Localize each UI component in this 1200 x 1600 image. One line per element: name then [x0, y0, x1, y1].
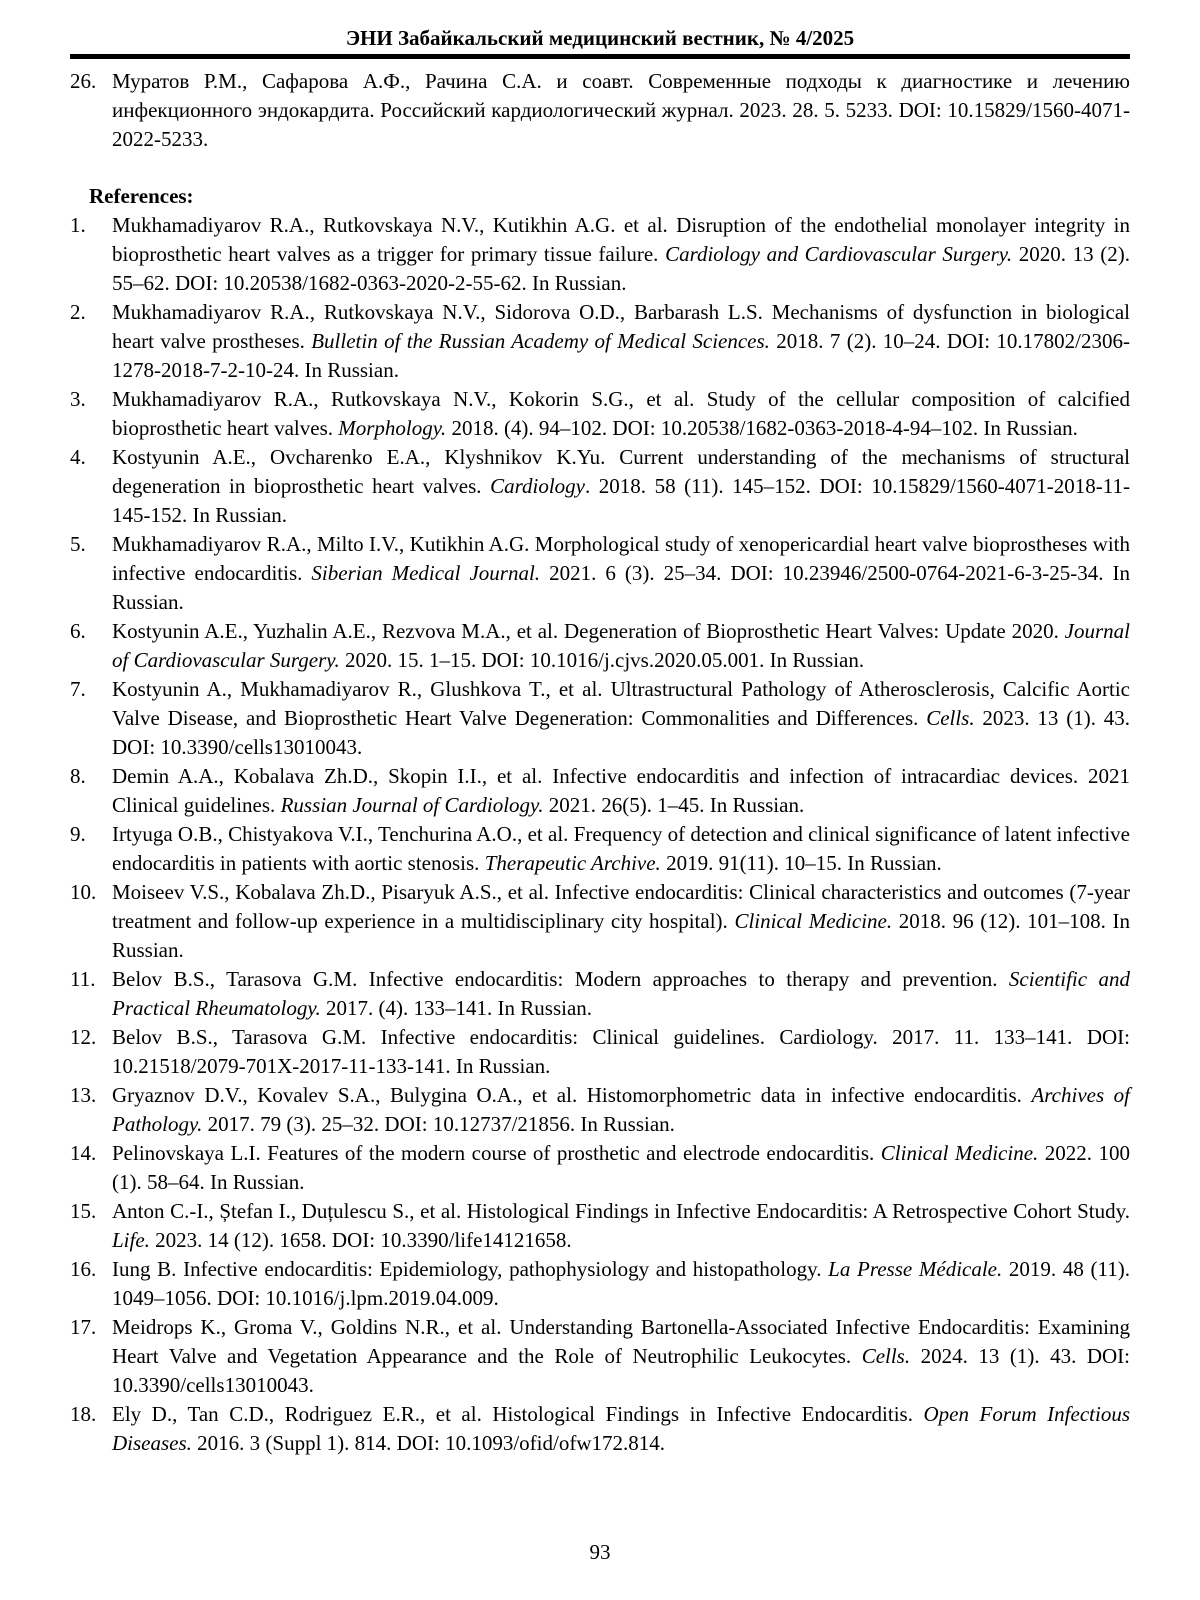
reference-journal: Journal of Cardiovascular Surgery.: [112, 619, 1130, 672]
reference-item: [70, 1139, 1130, 1197]
reference-text: Mukhamadiyarov R.A., Rutkovskaya N.V., Kokorin S.G., et al. Study of the cellular composition of calcified bioprosthetic heart valves.: [112, 387, 1130, 440]
reference-journal: Bulletin of the Russian Academy of Medical Sciences.: [311, 329, 770, 353]
reference-item: [70, 385, 1130, 443]
reference-details: 2020. 15. 1–15. DOI: 10.1016/j.cjvs.2020.05.001. In Russian.: [339, 648, 865, 672]
reference-text: Demin A.A., Kobalava Zh.D., Skopin I.I., et al. Infective endocarditis and infection of intracardiac devices. 2021 Clinical guidelines.: [112, 764, 1130, 817]
reference-text: Iung B. Infective endocarditis: Epidemiology, pathophysiology and histopathology.: [112, 1257, 829, 1281]
reference-item: [70, 1400, 1130, 1458]
reference-text: Moiseev V.S., Kobalava Zh.D., Pisaryuk A.S., et al. Infective endocarditis: Clinical characteristics and outcomes (7-year treatment and follow-up experience in a multidisciplinary city hospital).: [112, 880, 1130, 933]
reference-item: [70, 530, 1130, 617]
reference-journal: Cells.: [926, 706, 975, 730]
reference-item: [70, 878, 1130, 965]
reference-text: Kostyunin A.E., Yuzhalin A.E., Rezvova M.A., et al. Degeneration of Bioprosthetic Heart Valves: Update 2020.: [112, 619, 1065, 643]
reference-text: Belov B.S., Tarasova G.M. Infective endocarditis: Modern approaches to therapy and prevention.: [112, 967, 1009, 991]
reference-item: [70, 443, 1130, 530]
reference-journal: Open Forum Infectious Diseases.: [112, 1402, 1130, 1455]
reference-journal: Siberian Medical Journal.: [311, 561, 541, 585]
reference-item: [70, 617, 1130, 675]
reference-text: Irtyuga O.B., Chistyakova V.I., Tenchurina A.O., et al. Frequency of detection and clinical significance of latent infective endocarditis in patients with aortic stenosis.: [112, 822, 1130, 875]
reference-details: 2019. 48 (11). 1049–1056. DOI: 10.1016/j.lpm.2019.04.009.: [112, 1257, 1130, 1310]
references-heading: References:: [89, 184, 194, 208]
reference-number: 15.: [70, 1199, 97, 1223]
reference-details: 2017. 79 (3). 25–32. DOI: 10.12737/21856. In Russian.: [202, 1112, 675, 1136]
reference-text: Mukhamadiyarov R.A., Rutkovskaya N.V., Sidorova O.D., Barbarash L.S. Mechanisms of dysfunction in biological heart valve prostheses.: [112, 300, 1130, 353]
reference-item: [70, 1081, 1130, 1139]
reference-item: [70, 675, 1130, 762]
reference-details: 2017. (4). 133–141. In Russian.: [320, 996, 593, 1020]
reference-journal: Cells.: [861, 1344, 911, 1368]
reference-journal: Life.: [112, 1228, 150, 1252]
journal-header: ЭНИ Забайкальский медицинский вестник, № 4/2025: [345, 26, 855, 50]
header-rule: [70, 54, 1130, 59]
reference-number: 2.: [70, 300, 86, 324]
reference-number: 13.: [70, 1083, 97, 1107]
reference-number: 16.: [70, 1257, 97, 1281]
reference-journal: Clinical Medicine.: [880, 1141, 1039, 1165]
reference-number: 7.: [70, 677, 86, 701]
reference-item: [70, 965, 1130, 1023]
reference-text: Kostyunin A.E., Ovcharenko E.A., Klyshnikov K.Yu. Current understanding of the mechanisms of structural degeneration in bioprosthetic heart valves.: [112, 445, 1130, 498]
reference-number: 3.: [70, 387, 86, 411]
reference-journal: Russian Journal of Cardiology.: [280, 793, 544, 817]
reference-details: 2018. 7 (2). 10–24. DOI: 10.17802/2306-1278-2018-7-2-10-24. In Russian.: [112, 329, 1130, 382]
reference-number: 12.: [70, 1025, 97, 1049]
reference-details: 2020. 13 (2). 55–62. DOI: 10.20538/1682-0363-2020-2-55-62. In Russian.: [112, 242, 1130, 295]
reference-details: 2024. 13 (1). 43. DOI: 10.3390/cells13010043.: [112, 1344, 1130, 1397]
reference-text: Ely D., Tan C.D., Rodriguez E.R., et al. Histological Findings in Infective Endocarditis.: [112, 1402, 924, 1426]
reference-number: 1.: [70, 213, 86, 237]
reference-journal: Clinical Medicine.: [734, 909, 893, 933]
reference-item: [70, 211, 1130, 298]
reference-journal: Therapeutic Archive.: [484, 851, 661, 875]
reference-text: Anton C.-I., Ștefan I., Duțulescu S., et al. Histological Findings in Infective Endocarditis: A Retrospective Cohort Study.: [112, 1199, 1130, 1223]
reference-item: [70, 298, 1130, 385]
reference-number: 5.: [70, 532, 86, 556]
reference-number: 18.: [70, 1402, 97, 1426]
reference-number: 26.: [70, 69, 97, 93]
reference-number: 8.: [70, 764, 86, 788]
reference-details: 2023. 13 (1). 43. DOI: 10.3390/cells13010043.: [112, 706, 1130, 759]
reference-item: [70, 1255, 1130, 1313]
reference-item: [70, 1313, 1130, 1400]
spacer: [70, 154, 1130, 182]
reference-journal: Morphology.: [338, 416, 447, 440]
reference-journal: Scientific and Practical Rheumatology.: [112, 967, 1130, 1020]
reference-text: Mukhamadiyarov R.A., Milto I.V., Kutikhin A.G. Morphological study of xenopericardial heart valve bioprostheses with infective endocarditis.: [112, 532, 1130, 585]
reference-text: Belov B.S., Tarasova G.M. Infective endocarditis: Clinical guidelines. Cardiology. 2017. 11. 133–141. DOI: 10.21518/2079-701X-2017-11-133-141. In Russian.: [112, 1025, 1130, 1078]
reference-item: [70, 762, 1130, 820]
reference-text: Kostyunin A., Mukhamadiyarov R., Glushkova T., et al. Ultrastructural Pathology of Atherosclerosis, Calcific Aortic Valve Disease, and Bioprosthetic Heart Valve Degeneration: Commonalities and Differences.: [112, 677, 1130, 730]
reference-details: 2016. 3 (Suppl 1). 814. DOI: 10.1093/ofid/ofw172.814.: [191, 1431, 665, 1455]
reference-item-26: [70, 67, 1130, 154]
reference-details: 2022. 100 (1). 58–64. In Russian.: [112, 1141, 1131, 1194]
reference-number: 9.: [70, 822, 86, 846]
reference-details: 2019. 91(11). 10–15. In Russian.: [660, 851, 942, 875]
reference-details: 2018. 96 (12). 101–108. In Russian.: [112, 909, 1131, 962]
reference-item: [70, 1023, 1130, 1081]
reference-details: 2023. 14 (12). 1658. DOI: 10.3390/life14121658.: [149, 1228, 572, 1252]
reference-text: Gryaznov D.V., Kovalev S.A., Bulygina O.A., et al. Histomorphometric data in infective endocarditis.: [112, 1083, 1032, 1107]
reference-number: 4.: [70, 445, 86, 469]
reference-details: 2021. 26(5). 1–45. In Russian.: [543, 793, 805, 817]
reference-text: Mukhamadiyarov R.A., Rutkovskaya N.V., Kutikhin A.G. et al. Disruption of the endothelial monolayer integrity in bioprosthetic heart valves as a trigger for primary tissue failure.: [112, 213, 1130, 266]
reference-journal: Archives of Pathology.: [112, 1083, 1130, 1136]
reference-number: 17.: [70, 1315, 97, 1339]
reference-text: Pelinovskaya L.I. Features of the modern course of prosthetic and electrode endocarditis.: [112, 1141, 881, 1165]
reference-journal: La Presse Médicale.: [828, 1257, 1003, 1281]
reference-number: 6.: [70, 619, 86, 643]
reference-details: . 2018. 58 (11). 145–152. DOI: 10.15829/1560-4071-2018-11-145-152. In Russian.: [112, 474, 1130, 527]
page-number: 93: [589, 1540, 611, 1564]
reference-text: Муратов Р.М., Сафарова А.Ф., Рачина С.А. и соавт. Современные подходы к диагностике и лечению инфекционного эндокардита. Российский кардиологический журнал. 2023. 28. 5. 5233. DOI: 10.15829/1560-4071-2022-5233.: [112, 69, 1130, 151]
reference-text: Meidrops K., Groma V., Goldins N.R., et al. Understanding Bartonella-Associated Infective Endocarditis: Examining Heart Valve and Vegetation Appearance and the Role of Neutrophilic Leukocytes.: [112, 1315, 1130, 1368]
reference-item: [70, 1197, 1130, 1255]
reference-number: 10.: [70, 880, 97, 904]
reference-item: [70, 820, 1130, 878]
reference-number: 14.: [70, 1141, 97, 1165]
reference-details: 2018. (4). 94–102. DOI: 10.20538/1682-0363-2018-4-94–102. In Russian.: [446, 416, 1078, 440]
reference-journal: Cardiology: [490, 474, 585, 498]
reference-number: 11.: [70, 967, 96, 991]
reference-journal: Cardiology and Cardiovascular Surgery.: [665, 242, 1013, 266]
page-content: [70, 67, 1130, 1458]
reference-details: 2021. 6 (3). 25–34. DOI: 10.23946/2500-0764-2021-6-3-25-34. In Russian.: [112, 561, 1130, 614]
references-list: [70, 211, 1130, 1458]
